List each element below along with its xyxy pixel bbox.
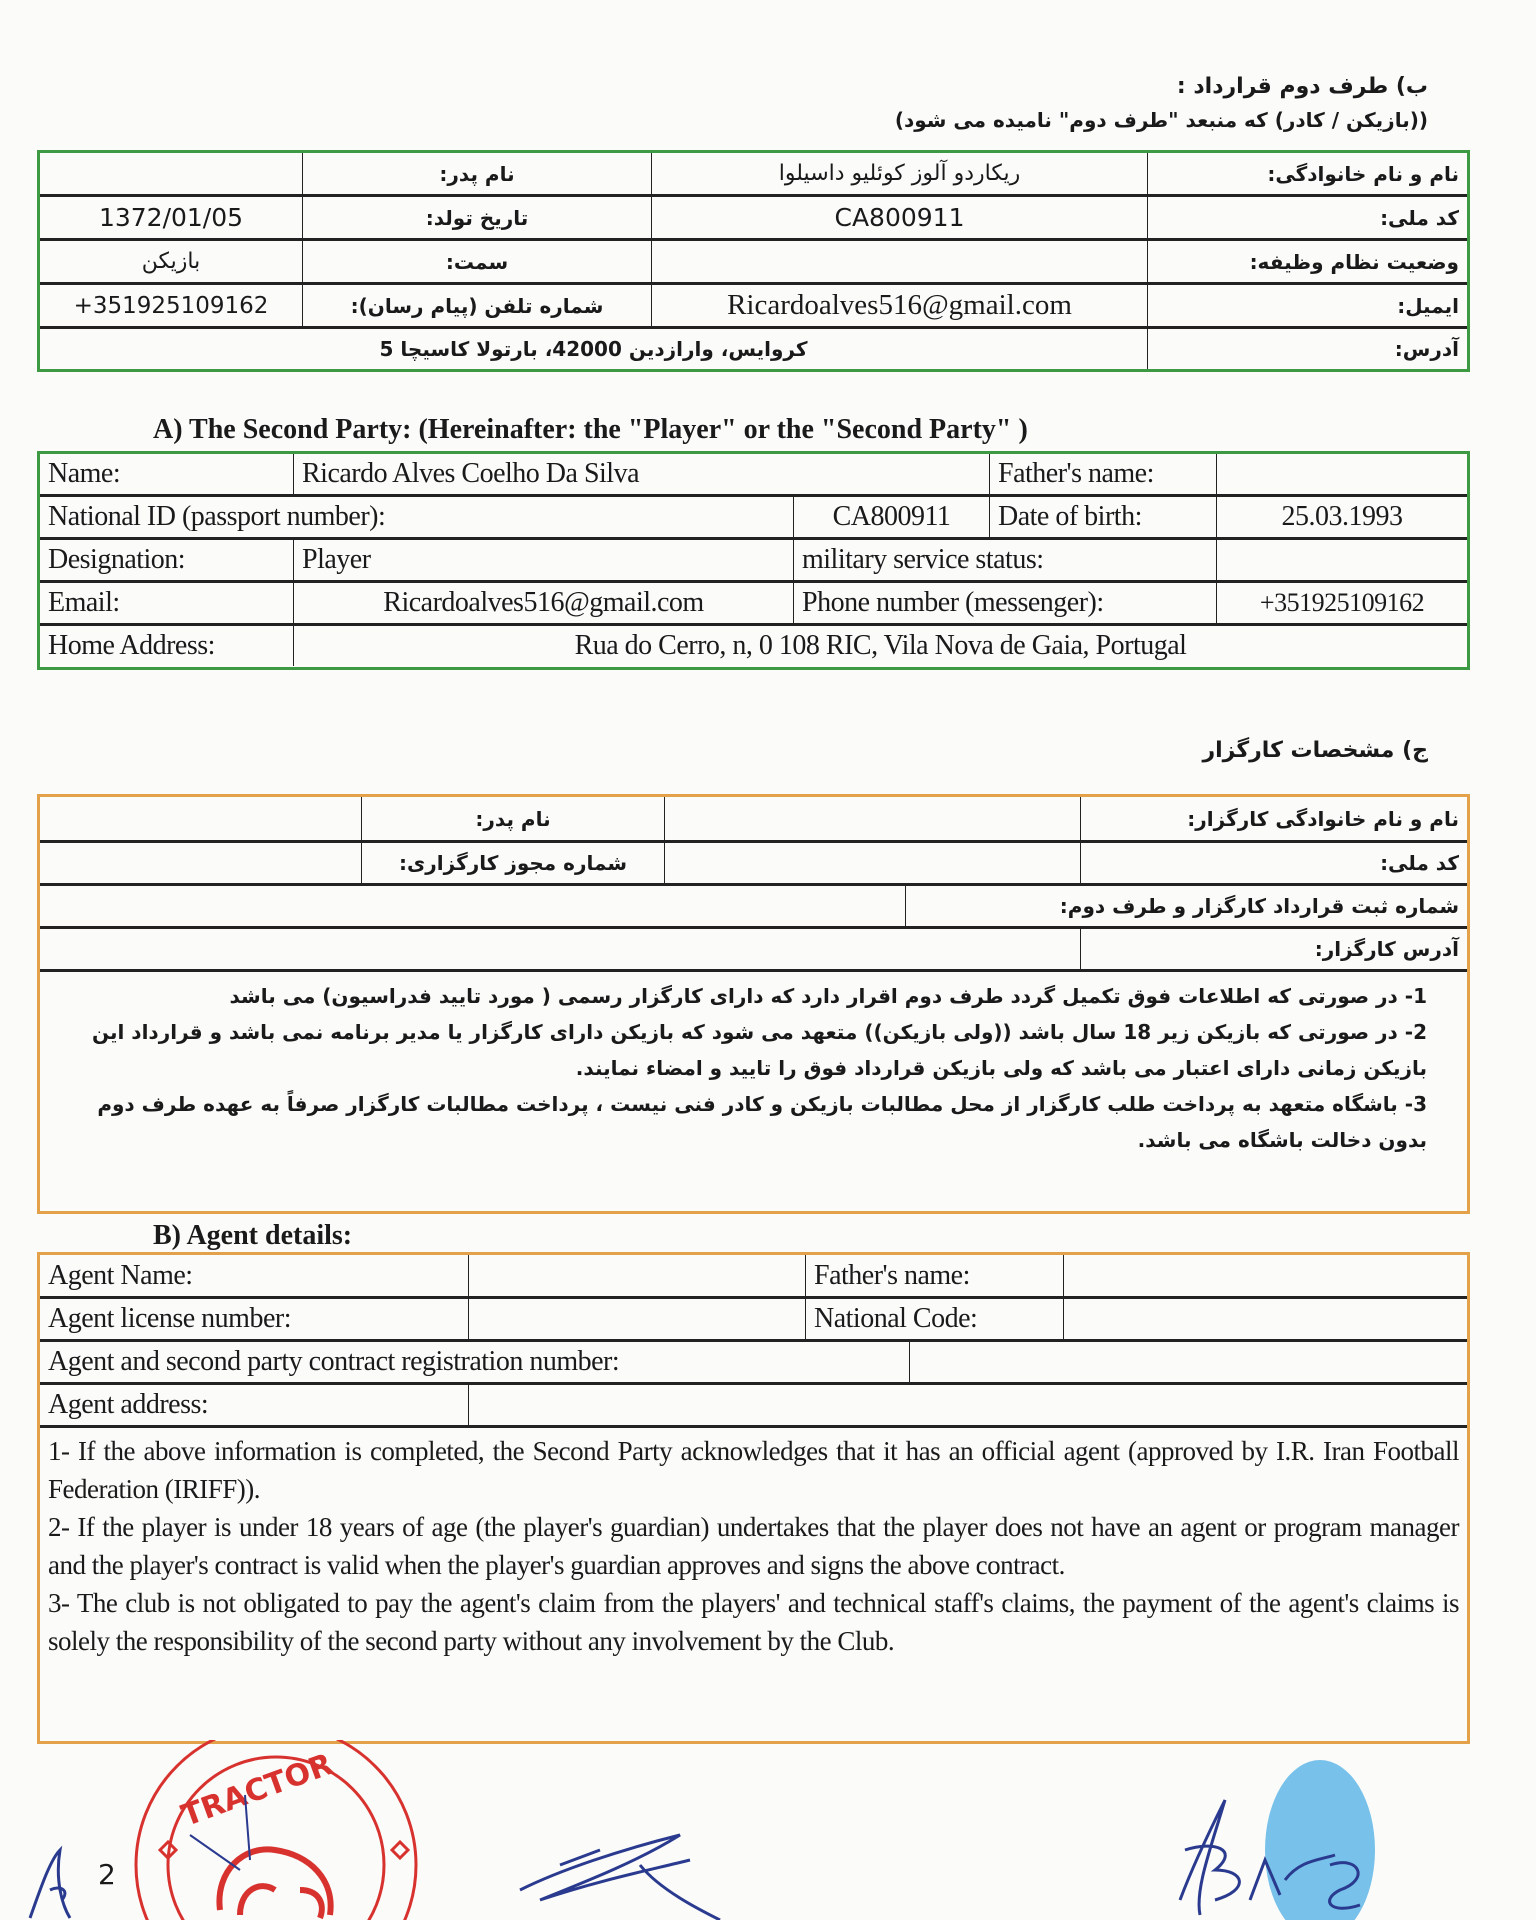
field-value: +351925109162 (1216, 583, 1467, 623)
table-row (40, 454, 1467, 497)
table-row (40, 285, 1467, 329)
table-row (40, 1342, 1467, 1385)
field-label: military service status: (793, 540, 1216, 580)
english-agent-table (37, 1252, 1470, 1744)
field-value (40, 929, 1081, 969)
signature-area (0, 1740, 1536, 1920)
field-label: نام و نام خانوادگی: (1267, 161, 1459, 186)
stamp-text: TRACTOR (177, 1746, 338, 1834)
field-value: Ricardo Alves Coelho Da Silva (293, 454, 989, 494)
field-value: CA800911 (652, 197, 1148, 238)
field-value: Player (293, 540, 793, 580)
field-label: تاریخ تولد: (303, 197, 652, 238)
thumbprint (1265, 1760, 1375, 1920)
table-row (40, 843, 1467, 886)
table-row (40, 797, 1467, 843)
table-row (40, 241, 1467, 285)
field-label: کد ملی: (1380, 205, 1459, 230)
persian-agent-notes (40, 972, 1467, 1164)
field-value: کروایس، وارازدین 42000، بارتولا کاسیچا 5 (40, 329, 1148, 369)
field-value: ریکاردو آلوز کوئلیو داسیلوا (652, 153, 1148, 194)
field-value: Ricardoalves516@gmail.com (293, 583, 793, 623)
table-row (40, 583, 1467, 626)
note-item: 3- باشگاه متعهد به پرداخت طلب کارگزار از محل مطالبات بازیکن و کادر فنی نیست ، پرداخت مطالبات کارگزار صرفاً به عهده طرف دوم بدون دخالت باشگاه می باشد. (97, 1092, 1427, 1152)
field-value (665, 797, 1081, 840)
field-value (468, 1385, 1467, 1425)
field-label: Father's name: (805, 1255, 1063, 1296)
field-label: شماره تلفن (پیام رسان): (303, 285, 652, 326)
field-value (468, 1255, 805, 1296)
field-value: 1372/01/05 (40, 197, 303, 238)
field-label: Date of birth: (989, 497, 1216, 537)
table-row (40, 153, 1467, 197)
field-label: Email: (48, 587, 120, 618)
table-row (40, 329, 1467, 369)
persian-agent-table (37, 794, 1470, 1214)
field-value (665, 843, 1081, 883)
field-value (40, 797, 362, 840)
field-value: CA800911 (793, 497, 989, 537)
persian-agent-heading: ج) مشخصات کارگزار (1202, 738, 1428, 763)
field-label: Agent and second party contract registration number: (48, 1346, 620, 1377)
field-value: بازیکن (40, 241, 303, 282)
field-label: Agent Name: (48, 1259, 193, 1291)
field-label: شماره مجوز کارگزاری: (362, 843, 665, 883)
table-row (40, 497, 1467, 540)
field-value: Ricardoalves516@gmail.com (652, 285, 1148, 326)
field-value (652, 241, 1148, 282)
field-label: Phone number (messenger): (793, 583, 1216, 623)
english-agent-notes (40, 1428, 1467, 1664)
field-value (40, 843, 362, 883)
field-label: Agent address: (48, 1389, 209, 1420)
tractor-club-stamp (136, 1740, 416, 1920)
field-label: کد ملی: (1380, 851, 1459, 875)
agent-signature (520, 1835, 720, 1920)
field-label: سمت: (303, 241, 652, 282)
english-second-party-table (37, 451, 1470, 670)
field-value (40, 153, 303, 194)
table-row (40, 1299, 1467, 1342)
field-value (909, 1342, 1467, 1382)
field-label: Designation: (48, 544, 186, 575)
field-label: Father's name: (989, 454, 1216, 494)
initials-signature (30, 1850, 70, 1918)
field-label: Home Address: (48, 630, 215, 661)
note-item: 2- در صورتی که بازیکن زیر 18 سال باشد ((ولی بازیکن)) متعهد می شود که بازیکن دارای کارگزار یا مدیر برنامه نمی باشد و قرارداد این بازیکن زمانی دارای اعتبار می باشد که ولی بازیکن قرارداد فوق را تایید و امضاء نمایند. (91, 1020, 1427, 1080)
field-value: +351925109162 (40, 285, 303, 326)
note-item: 1- در صورتی که اطلاعات فوق تکمیل گردد طرف دوم اقرار دارد که دارای کارگزار رسمی ( مورد تایید فدراسیون) می باشد (229, 984, 1427, 1008)
field-value (1216, 454, 1467, 494)
table-row (40, 626, 1467, 666)
table-row (40, 1255, 1467, 1299)
field-label: نام و نام خانوادگی کارگزار: (1187, 806, 1459, 831)
english-section-heading: A) The Second Party: (Hereinafter: the "Player" or the "Second Party" ) (153, 414, 1028, 445)
table-row (40, 886, 1467, 929)
field-value (468, 1299, 805, 1339)
note-item: 3- The club is not obligated to pay the agent's claim from the players' and technical staff's claims, the payment of the agent's claims is solely the responsibility of the second party without any involvement by the Club. (48, 1588, 1459, 1656)
field-label: National ID (passport number): (48, 501, 386, 532)
field-label: National Code: (805, 1299, 1063, 1339)
field-value (40, 886, 906, 926)
persian-section-subheading: ((بازیکن / کادر) که منبعد "طرف دوم" نامیده می شود) (894, 108, 1428, 132)
note-item: 2- If the player is under 18 years of age (the player's guardian) undertakes that the player does not have an agent or program manager and the player's contract is valid when the player's guardian approves and signs the above contract. (48, 1512, 1459, 1580)
page-number: 2 (98, 1858, 116, 1891)
field-label: نام پدر: (303, 153, 652, 194)
field-label: آدرس کارگزار: (1314, 937, 1459, 961)
field-value (1063, 1299, 1467, 1339)
table-row (40, 929, 1467, 972)
persian-second-party-table (37, 150, 1470, 372)
field-label: آدرس: (1394, 337, 1459, 361)
field-label: نام پدر: (362, 797, 665, 840)
persian-section-heading: ب) طرف دوم قرارداد : (1176, 74, 1428, 99)
table-row (40, 1385, 1467, 1428)
field-label: Agent license number: (48, 1303, 291, 1334)
table-row (40, 540, 1467, 583)
field-value: Rua do Cerro, n, 0 108 RIC, Vila Nova de Gaia, Portugal (293, 626, 1467, 666)
field-label: Name: (48, 458, 121, 489)
field-label: وضعیت نظام وظیفه: (1249, 249, 1459, 274)
english-agent-heading: B) Agent details: (153, 1220, 353, 1251)
field-value (1063, 1255, 1467, 1296)
field-label: ایمیل: (1397, 293, 1459, 318)
note-item: 1- If the above information is completed, the Second Party acknowledges that it has an official agent (approved by I.R. Iran Football Federation (IRIFF)). (48, 1436, 1459, 1504)
table-row (40, 197, 1467, 241)
field-label: شماره ثبت قرارداد کارگزار و طرف دوم: (1059, 894, 1459, 918)
field-value (1216, 540, 1467, 580)
field-value: 25.03.1993 (1216, 497, 1467, 537)
